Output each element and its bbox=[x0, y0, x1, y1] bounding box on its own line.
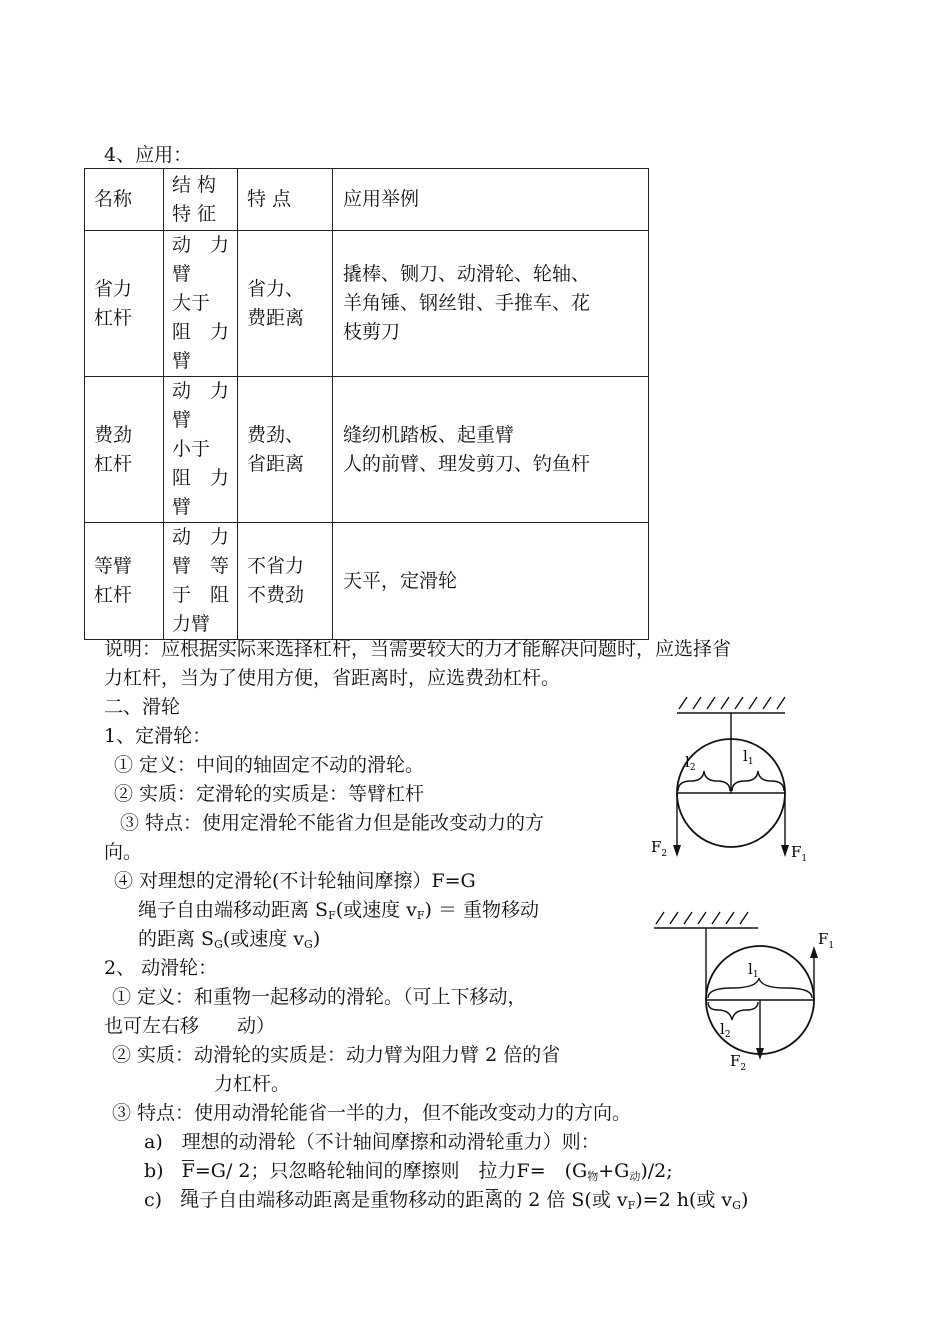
lever-examples-label: 撬棒、铡刀、动滑轮、轮轴、 羊角锤、钢丝钳、手推车、花 枝剪刀 bbox=[343, 263, 591, 343]
structure-line: 动 力 bbox=[172, 526, 230, 548]
lever-structure bbox=[164, 377, 238, 523]
movable-pulley-item-b: b) F=G/ 2；只忽略轮轴间的摩擦则 拉力F= $(G_物+G_动)/2$; bbox=[144, 1160, 673, 1183]
header-label: 特 点 bbox=[247, 188, 292, 210]
lever-name-label: 等臂 杠杆 bbox=[94, 555, 133, 606]
note-line-2: 力杠杆，当为了使用方便，省距离时，应选费劲杠杆。 bbox=[104, 667, 561, 689]
movable-pulley-item-c: c) 绳子自由端移动距离是重物移动的距离的 2 倍 S(或 $v_F)=2$ h(或 $v_G$) bbox=[144, 1189, 749, 1212]
movable-pulley-definition-cont: 也可左右移 动） bbox=[104, 1015, 276, 1037]
section-title: 4、应用： bbox=[104, 144, 193, 166]
table-row bbox=[85, 523, 649, 640]
fixed-pulley-title: 1、定滑轮： bbox=[104, 725, 212, 747]
overline-mark bbox=[182, 1160, 194, 1161]
header-label: 结 构 特 征 bbox=[172, 173, 217, 225]
structure-line: 臂 bbox=[172, 496, 192, 518]
header-structure bbox=[164, 169, 238, 231]
movable-pulley-feature: ③ 特点：使用动滑轮能省一半的力，但不能改变动力的方向。 bbox=[112, 1102, 632, 1124]
arm-label-l2: $l_2$ bbox=[720, 1020, 731, 1040]
structure-line: 动 力 bbox=[172, 234, 230, 256]
table-header-row bbox=[85, 169, 649, 231]
lever-feature bbox=[238, 231, 333, 377]
lever-name bbox=[85, 377, 164, 523]
structure-line: 小于 bbox=[172, 438, 211, 460]
fixed-pulley-feature-cont: 向。 bbox=[104, 841, 143, 863]
lever-feature-label: 省力、 费距离 bbox=[247, 277, 305, 329]
fixed-pulley-rope-distance: 绳子自由端移动距离 $S_F$(或速度 $v_F$) ＝ 重物移动 bbox=[138, 899, 540, 922]
fixed-pulley-essence: ② 实质：定滑轮的实质是：等臂杠杆 bbox=[114, 783, 425, 805]
header-feature bbox=[238, 169, 333, 231]
movable-pulley-definition: ① 定义：和重物一起移动的滑轮。（可上下移动， bbox=[112, 986, 527, 1008]
header-label: 应用举例 bbox=[343, 188, 420, 210]
force-label-f1: $F_1$ bbox=[791, 843, 808, 864]
structure-line: 臂 bbox=[172, 409, 192, 431]
lever-feature bbox=[238, 377, 333, 523]
structure-line: 臂 等 bbox=[172, 555, 230, 577]
lever-name-label: 省力 杠杆 bbox=[94, 277, 133, 329]
lever-structure bbox=[164, 523, 238, 640]
lever-examples bbox=[333, 523, 649, 640]
structure-line: 动 力 bbox=[172, 380, 230, 402]
table-row bbox=[85, 231, 649, 377]
lever-structure bbox=[164, 231, 238, 377]
lever-name-label: 费劲 杠杆 bbox=[94, 423, 133, 475]
lever-examples bbox=[333, 377, 649, 523]
structure-line: 阻 力 bbox=[172, 321, 230, 343]
lever-examples-label: 天平，定滑轮 bbox=[343, 569, 458, 592]
fixed-pulley-definition: ① 定义：中间的轴固定不动的滑轮。 bbox=[114, 754, 425, 776]
lever-examples bbox=[333, 231, 649, 377]
lever-examples-label: 缝纫机踏板、起重臂 人的前臂、理发剪刀、钓鱼杆 bbox=[343, 423, 591, 475]
arm-label-l2: $l_2$ bbox=[685, 753, 696, 773]
movable-pulley-diagram bbox=[650, 908, 840, 1078]
structure-line: 阻 力 bbox=[172, 467, 230, 489]
lever-name bbox=[85, 523, 164, 640]
fixed-pulley-ideal: ④ 对理想的定滑轮(不计轮轴间摩擦）F=G bbox=[114, 870, 476, 892]
fixed-pulley-load-distance: 的距离 $S_G$(或速度 $v_G$) bbox=[138, 928, 321, 951]
structure-line: 力臂 bbox=[172, 613, 211, 635]
structure-line: 臂 bbox=[172, 350, 192, 372]
note-line-1: 说明：应根据实际来选择杠杆，当需要较大的力才能解决问题时，应选择省 bbox=[104, 638, 732, 660]
movable-pulley-essence-cont: 力杠杆。 bbox=[214, 1073, 291, 1095]
lever-table bbox=[84, 168, 649, 640]
lever-feature-label: 不省力 不费劲 bbox=[247, 555, 305, 606]
structure-line: 于 阻 bbox=[172, 584, 230, 606]
structure-line: 大于 bbox=[172, 292, 211, 314]
lever-feature-label: 费劲、 省距离 bbox=[247, 423, 305, 475]
pulley-heading: 二、滑轮 bbox=[104, 696, 181, 718]
overline-mark bbox=[486, 1189, 498, 1190]
lever-name bbox=[85, 231, 164, 377]
movable-pulley-essence: ② 实质：动滑轮的实质是：动力臂为阻力臂 2 倍的省 bbox=[112, 1044, 561, 1066]
movable-pulley-title: 2、 动滑轮： bbox=[104, 957, 218, 979]
overline-mark bbox=[182, 1189, 194, 1190]
arm-label-l1: $l_1$ bbox=[748, 960, 759, 980]
arm-label-l1: $l_1$ bbox=[743, 747, 754, 767]
lever-feature bbox=[238, 523, 333, 640]
header-examples bbox=[333, 169, 649, 231]
force-label-f1: $F_1$ bbox=[818, 930, 835, 951]
fixed-pulley-diagram bbox=[651, 695, 815, 865]
table-row bbox=[85, 377, 649, 523]
force-label-f2: $F_2$ bbox=[651, 838, 668, 859]
header-name bbox=[85, 169, 164, 231]
structure-line: 臂 bbox=[172, 263, 192, 285]
header-label: 名称 bbox=[94, 188, 133, 210]
force-label-f2: $F_2$ bbox=[730, 1052, 747, 1073]
movable-pulley-item-a: a) 理想的动滑轮（不计轴间摩擦和动滑轮重力）则： bbox=[144, 1131, 600, 1153]
fixed-pulley-feature: ③ 特点：使用定滑轮不能省力但是能改变动力的方 bbox=[120, 812, 545, 834]
